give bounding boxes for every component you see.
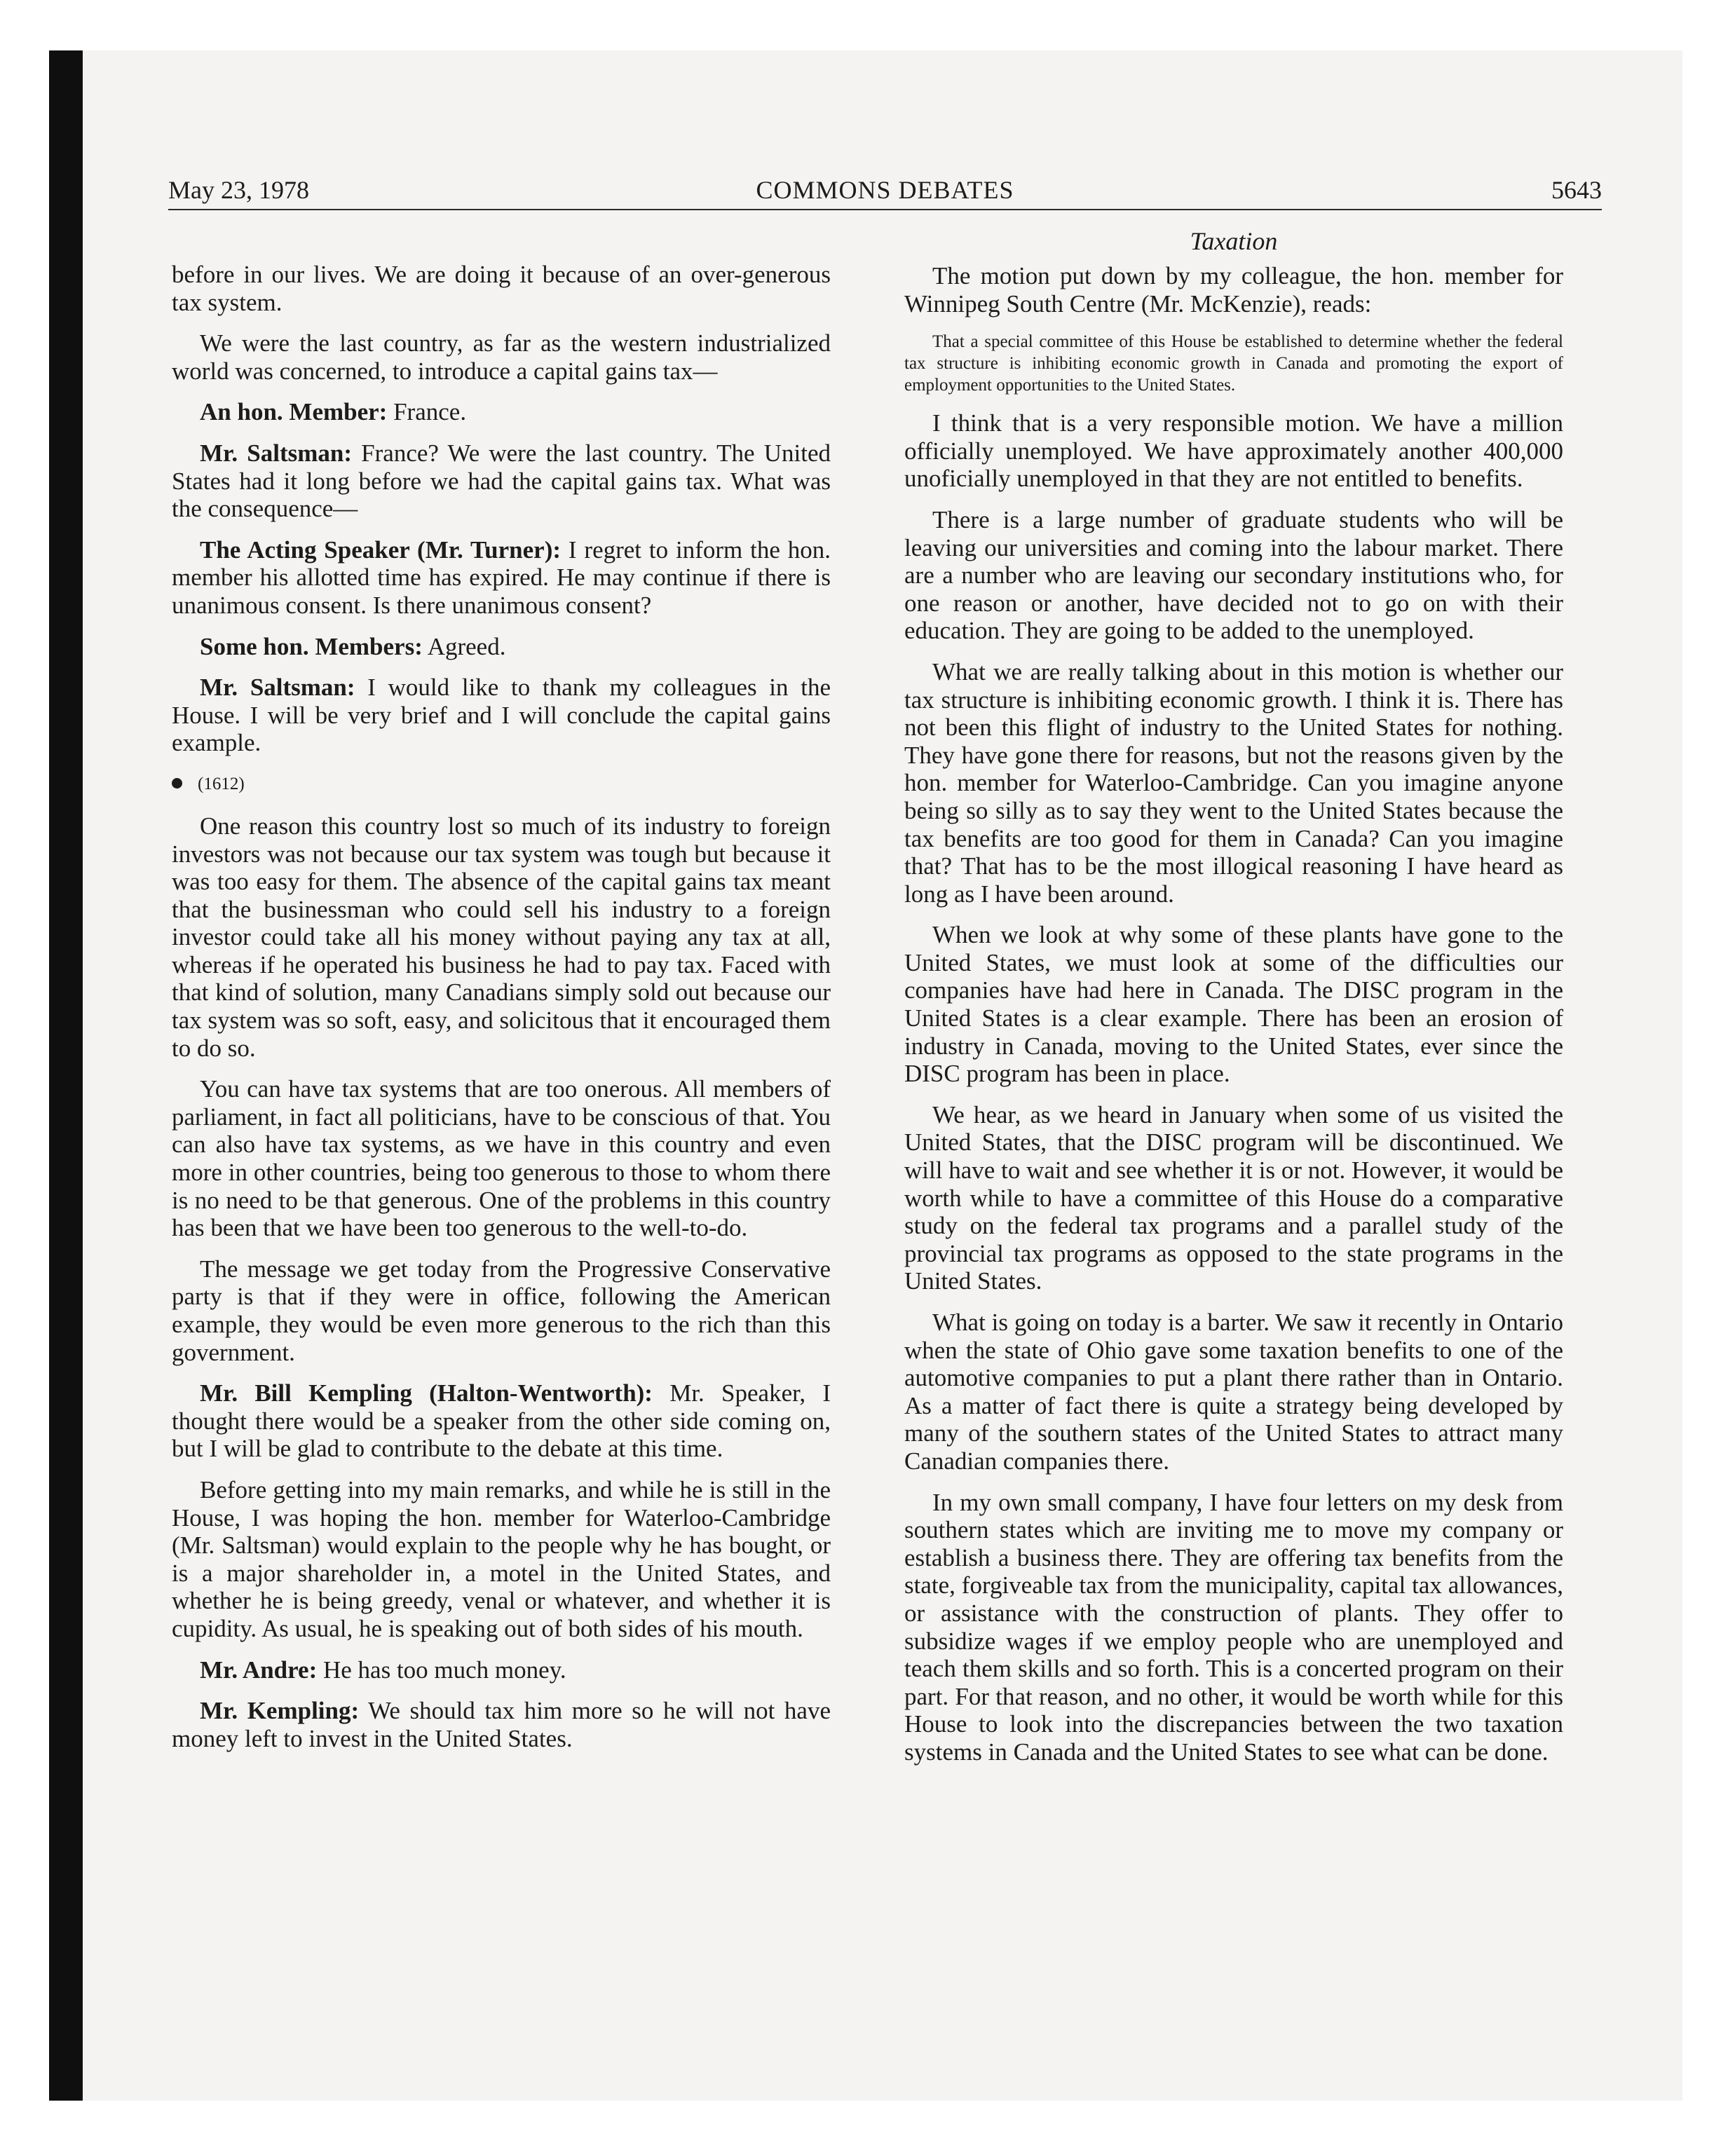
speaker-name: Mr. Kempling: bbox=[200, 1697, 360, 1725]
speaker-name: Mr. Saltsman: bbox=[200, 674, 355, 702]
paragraph: Before getting into my main remarks, and while he is still in the House, I was hoping the hon. member for Waterloo-Cambridge (Mr. Saltsman) would explain to the people why he has bought, or is a major shareholder in, a motel in the United States, and whether he is being greedy, venal or whatever, and whether it is cupidity. As usual, he is speaking out of both sides of his mouth. bbox=[172, 1475, 831, 1642]
paragraph: You can have tax systems that are too onerous. All members of parliament, in fact all politicians, have to be conscious of that. You can also have tax systems, as we have in this country and even more in other countries, being too generous to those to whom there is no need to be that generous. One of the problems in this country has been that we have been too generous to the well-to-do. bbox=[172, 1075, 831, 1242]
speech bbox=[172, 1697, 831, 1752]
speech-text: France? We were the last country. The United States had it long before we had the capital gains tax. What was the consequence— bbox=[172, 439, 831, 523]
speech bbox=[172, 439, 831, 523]
timestamp-text: (1612) bbox=[198, 774, 245, 793]
time-marker bbox=[172, 770, 831, 798]
paragraph: before in our lives. We are doing it because of an over-generous tax system. bbox=[172, 261, 831, 316]
paragraph: What is going on today is a barter. We saw it recently in Ontario when the state of Ohio gave some taxation benefits to one of the automotive companies to put a plant there rather than in Ontario. As a matter of fact there is quite a strategy being developed by many of the southern states of the United States to attract many Canadian companies there. bbox=[904, 1309, 1563, 1475]
speech bbox=[172, 1656, 831, 1684]
page-header bbox=[168, 172, 1602, 208]
speech bbox=[172, 536, 831, 620]
paragraph: There is a large number of graduate students who will be leaving our universities and coming into the labour market. There are a number who are leaving our secondary institutions who, for one reason or another, have decided not to go on with their education. They are going to be added to the unemployed. bbox=[904, 505, 1563, 645]
speech-text: I regret to inform the hon. member his allotted time has expired. He may continue if there is unanimous consent. Is there unanimous consent? bbox=[172, 535, 831, 619]
speaker-name: An hon. Member: bbox=[200, 398, 388, 426]
speech-text: We should tax him more so he will not have money left to invest in the United States. bbox=[172, 1697, 831, 1752]
paragraph: When we look at why some of these plants have gone to the United States, we must look at some of the difficulties our companies have had here in Canada. The DISC program in the United States is a clear example. There has been an erosion of industry in Canada, moving to the United States, ever since the DISC program has been in place. bbox=[904, 921, 1563, 1088]
speech bbox=[172, 398, 831, 426]
binding-edge bbox=[49, 50, 83, 2101]
paragraph: I think that is a very responsible motion. We have a million officially unemployed. We have approximately another 400,000 unoficially unemployed in that they are not entitled to benefits. bbox=[904, 409, 1563, 493]
page-number: 5643 bbox=[1551, 176, 1602, 204]
right-column bbox=[904, 224, 1563, 1780]
speech-text: Agreed. bbox=[422, 632, 506, 660]
header-date: May 23, 1978 bbox=[168, 176, 309, 204]
speaker-name: Mr. Bill Kempling (Halton-Wentworth): bbox=[200, 1379, 653, 1407]
paragraph: We hear, as we heard in January when some of us visited the United States, that the DISC program will be discontinued. We will have to wait and see whether it is or not. However, it would be worth while to have a committee of this House do a comparative study on the federal tax programs and a parallel study of the provincial tax programs as opposed to the state programs in the United States. bbox=[904, 1100, 1563, 1295]
speech-text: I would like to thank my colleagues in the House. I will be very brief and I will conclude the capital gains example. bbox=[172, 674, 831, 757]
left-column bbox=[172, 261, 831, 1766]
section-title: Taxation bbox=[1190, 227, 1278, 255]
speech-text: France. bbox=[387, 398, 467, 426]
speech-text: Mr. Speaker, I thought there would be a speaker from the other side coming on, but I will be glad to contribute to the debate at this time. bbox=[172, 1379, 831, 1463]
paragraph: What we are really talking about in this motion is whether our tax structure is inhibiting economic growth. I think it is. There has not been this flight of industry to the United States for nothing. They have gone there for reasons, but not the reasons given by the hon. member for Waterloo-Cambridge. Can you imagine anyone being so silly as to say they went to the United States because the tax benefits are too good for them in Canada? Can you imagine that? That has to be the most illogical reasoning I have heard as long as I have been around. bbox=[904, 657, 1563, 908]
speaker-name: Mr. Andre: bbox=[200, 1656, 318, 1684]
speech bbox=[172, 674, 831, 757]
header-rule bbox=[168, 209, 1602, 210]
speaker-name: The Acting Speaker (Mr. Turner): bbox=[200, 535, 562, 564]
paragraph: The message we get today from the Progressive Conservative party is that if they were in office, following the American example, they would be even more generous to the rich than this government. bbox=[172, 1255, 831, 1366]
header-title: COMMONS DEBATES bbox=[756, 176, 1014, 204]
paragraph: The motion put down by my colleague, the hon. member for Winnipeg South Centre (Mr. McKenzie), reads: bbox=[904, 262, 1563, 318]
speaker-name: Some hon. Members: bbox=[200, 632, 423, 660]
paragraph: In my own small company, I have four letters on my desk from southern states which are inviting me to move my company or establish a business there. They are offering tax benefits from the state, forgiveable tax from the municipality, capital tax allowances, or assistance with the construction of plants. They offer to subsidize wages if we employ people who are unemployed and teach them skills and so forth. This is a concerted program on their part. For that reason, and no other, it would be worth while for this House to look into the discrepancies between the two taxation systems in Canada and the United States to see what can be done. bbox=[904, 1488, 1563, 1766]
paragraph: We were the last country, as far as the western industrialized world was concerned, to introduce a capital gains tax— bbox=[172, 329, 831, 385]
speech bbox=[172, 633, 831, 661]
paragraph: One reason this country lost so much of its industry to foreign investors was not because our tax system was tough but because it was too easy for them. The absence of the capital gains tax meant that the businessman who could sell his industry to a foreign investor could take all his money without paying any tax at all, whereas if he operated his business he had to pay tax. Faced with that kind of solution, many Canadians simply sold out because our tax system was so soft, easy, and solicitous that it encouraged them to do so. bbox=[172, 812, 831, 1062]
speaker-name: Mr. Saltsman: bbox=[200, 439, 353, 467]
bullet-icon bbox=[172, 778, 182, 789]
speech-text: He has too much money. bbox=[317, 1656, 566, 1684]
speech bbox=[172, 1379, 831, 1463]
motion-quote: That a special committee of this House be established to determine whether the federal tax structure is inhibiting economic growth in Canada and promoting the export of employment opportunities to the United States. bbox=[904, 332, 1563, 395]
